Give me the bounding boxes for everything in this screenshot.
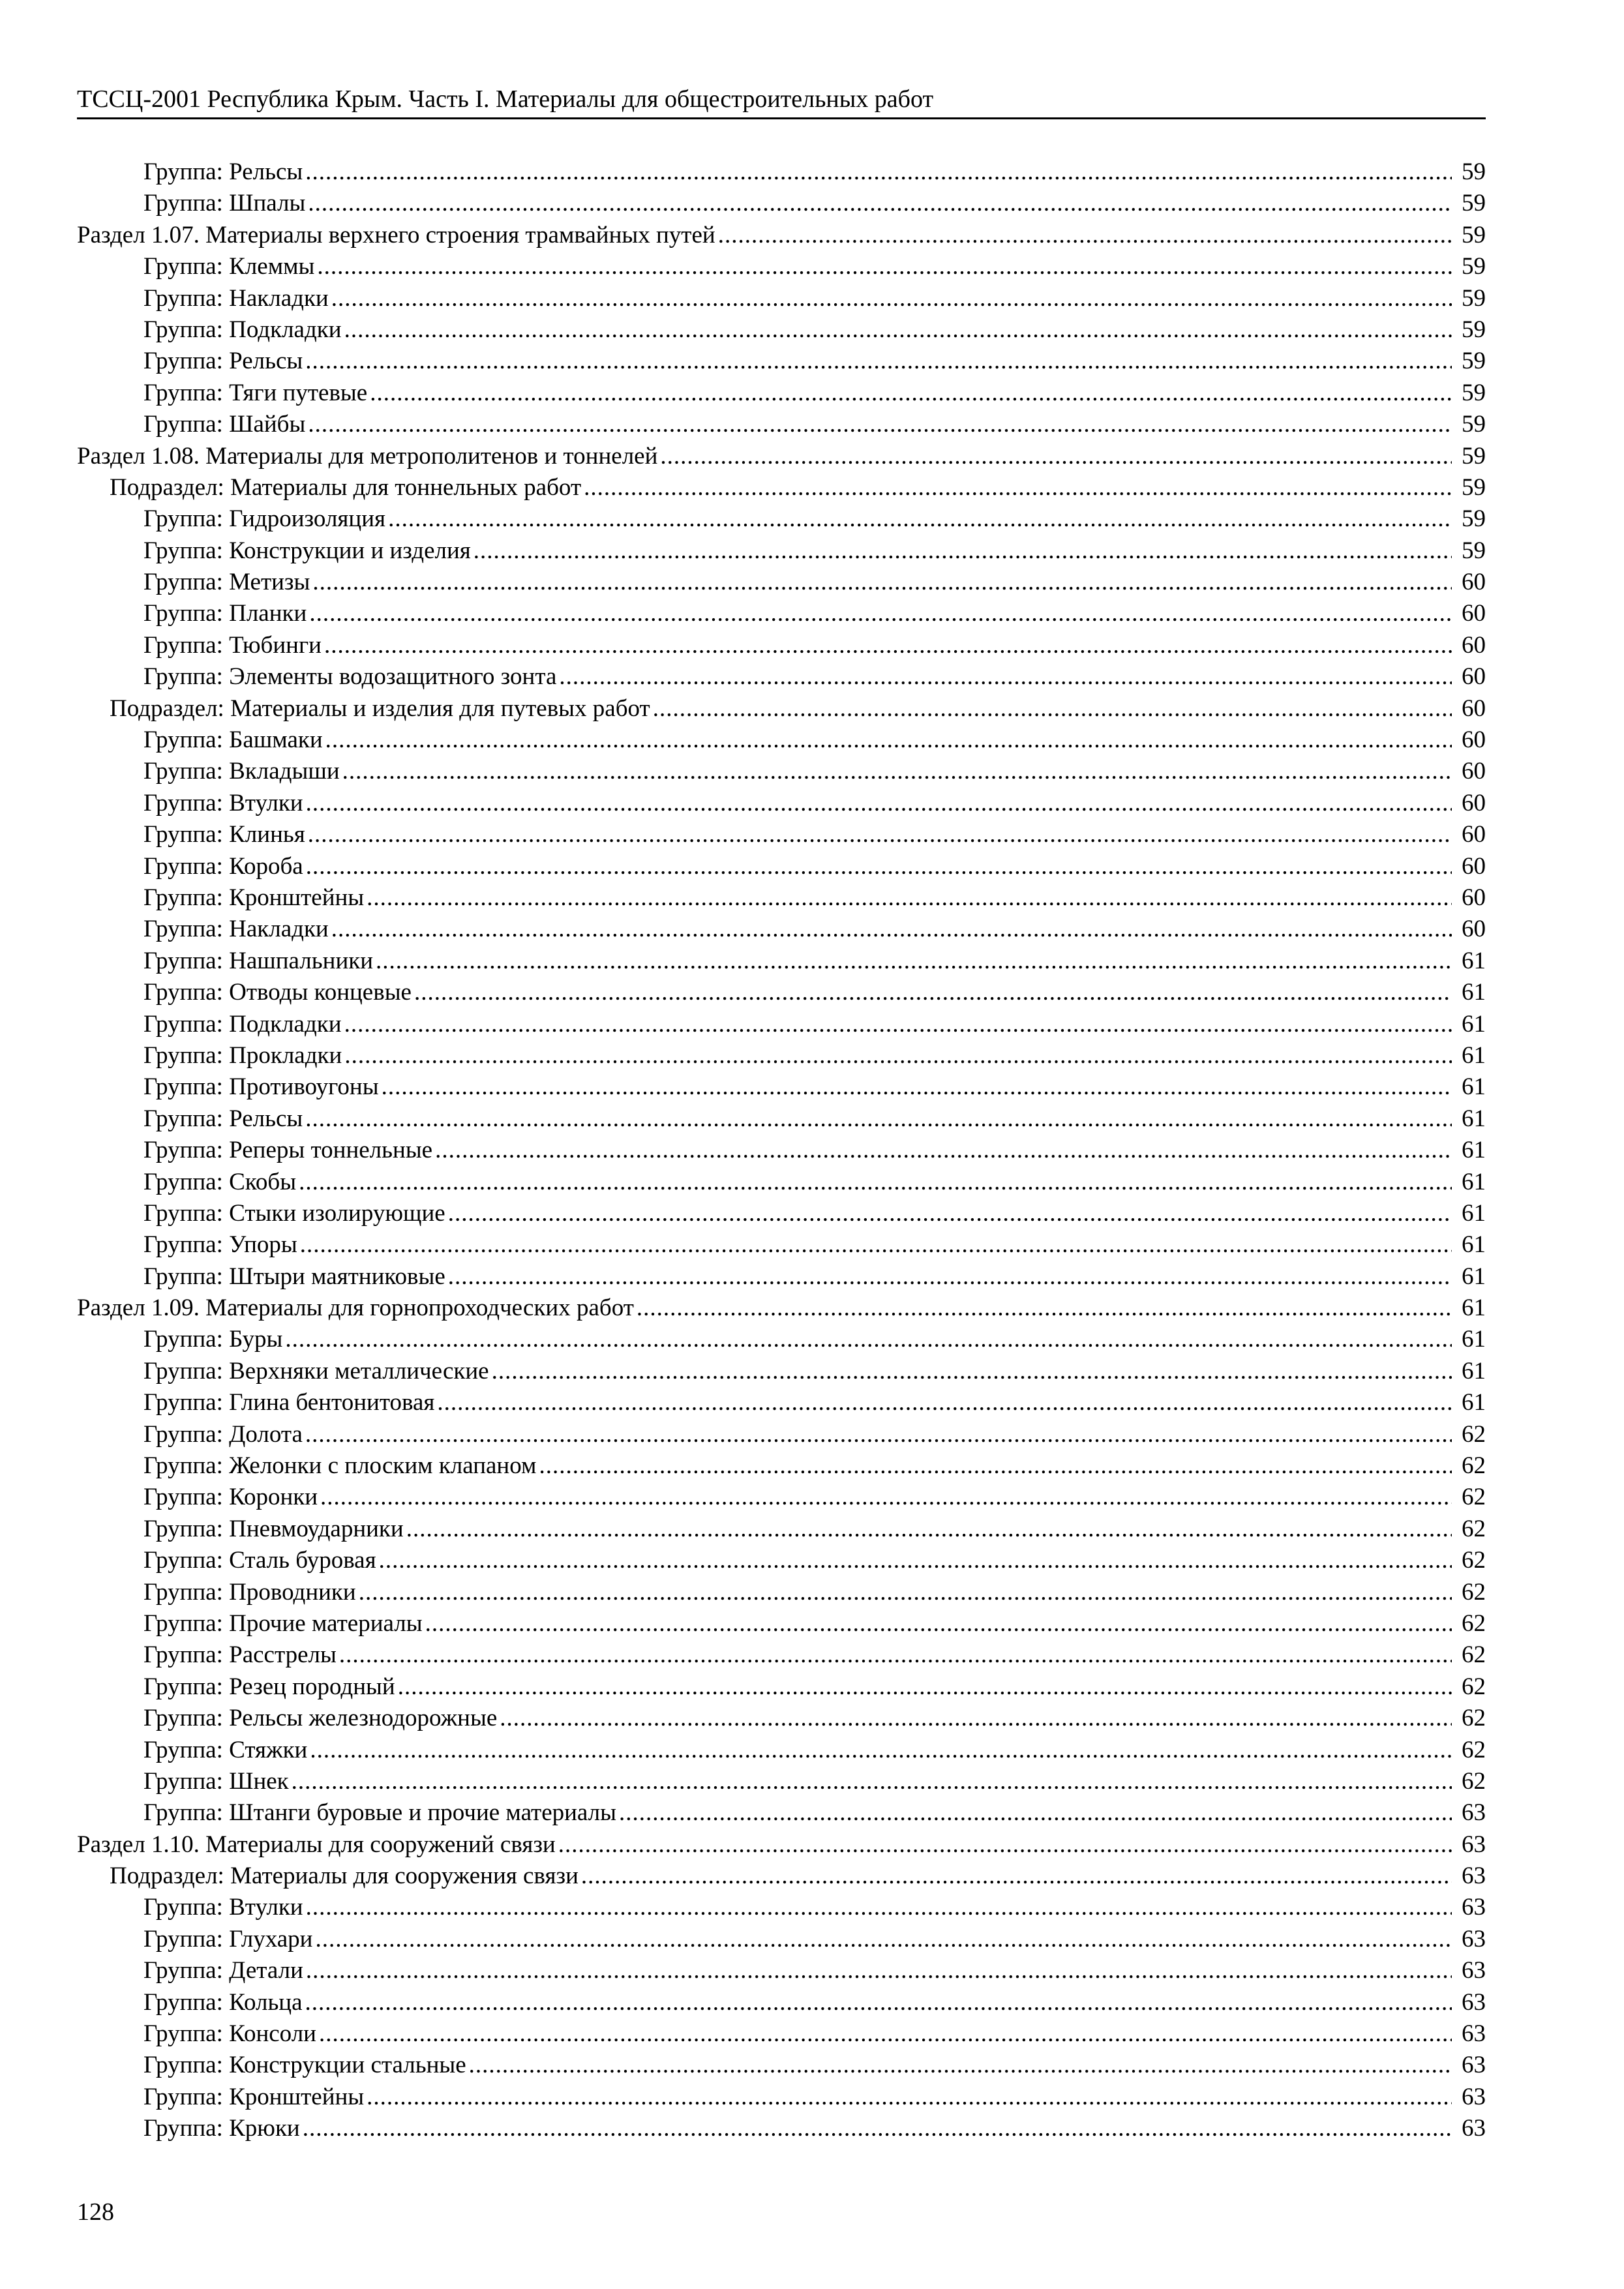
dot-leader <box>559 661 1452 693</box>
toc-entry-group <box>77 1387 1486 1418</box>
toc-entry-label: Группа: Шайбы <box>143 411 306 438</box>
toc-entry-label: Группа: Глухари <box>143 1925 313 1952</box>
toc-entry-label: Группа: Расстрелы <box>143 1641 337 1669</box>
toc-entry-page: 61 <box>1462 1041 1486 1069</box>
toc-entry-group <box>77 1324 1486 1355</box>
header-title: ТССЦ-2001 Республика Крым. Часть I. Материалы для общестроительных работ <box>77 85 934 113</box>
toc-entry-label: Группа: Шнек <box>143 1767 289 1795</box>
toc-entry-group <box>77 598 1486 629</box>
toc-entry-label: Группа: Резец породный <box>143 1673 395 1700</box>
toc-entry-label: Группа: Детали <box>143 1957 303 1984</box>
dot-leader <box>653 693 1452 725</box>
dot-leader <box>718 220 1452 251</box>
dot-leader <box>539 1450 1452 1482</box>
toc-entry-group <box>77 567 1486 598</box>
toc-entry-page: 61 <box>1462 1010 1486 1038</box>
toc-entry-page: 61 <box>1462 1105 1486 1132</box>
dot-leader <box>448 1261 1452 1293</box>
dot-leader <box>406 1514 1452 1545</box>
toc-entry-label: Группа: Коронки <box>143 1484 318 1511</box>
toc-entry-page: 61 <box>1462 1357 1486 1384</box>
toc-entry-page: 61 <box>1462 1199 1486 1227</box>
toc-entry-group <box>77 1545 1486 1576</box>
toc-entry-group <box>77 1639 1486 1671</box>
toc-entry-group <box>77 914 1486 945</box>
dot-leader <box>331 283 1452 314</box>
toc-entry-group <box>77 788 1486 819</box>
toc-entry-page: 59 <box>1462 284 1486 312</box>
toc-entry-group <box>77 1987 1486 2018</box>
toc-entry-group <box>77 346 1486 377</box>
toc-entry-label: Группа: Кронштейны <box>143 2083 365 2110</box>
toc-entry-page: 60 <box>1462 758 1486 785</box>
toc-entry-page: 63 <box>1462 1831 1486 1858</box>
toc-entry-label: Подраздел: Материалы и изделия для путевых работ <box>110 695 650 722</box>
dot-leader <box>305 346 1452 377</box>
toc-entry-group <box>77 2113 1486 2144</box>
toc-entry-page: 63 <box>1462 1894 1486 1921</box>
toc-entry-page: 62 <box>1462 1705 1486 1732</box>
toc-entry-label: Группа: Противоугоны <box>143 1073 379 1101</box>
toc-entry-label: Группа: Вкладыши <box>143 758 340 785</box>
toc-entry-page: 62 <box>1462 1420 1486 1448</box>
toc-entry-label: Подраздел: Материалы для сооружения связи <box>110 1863 579 1890</box>
toc-entry-label: Группа: Сталь буровая <box>143 1547 376 1574</box>
toc-entry-label: Группа: Накладки <box>143 284 329 312</box>
toc-entry-label: Раздел 1.10. Материалы для сооружений связи <box>77 1831 556 1858</box>
toc-entry-page: 63 <box>1462 1863 1486 1890</box>
toc-entry-group <box>77 1577 1486 1608</box>
toc-entry-label: Раздел 1.08. Материалы для метрополитенов и тоннелей <box>77 442 658 470</box>
toc-entry-page: 63 <box>1462 2020 1486 2048</box>
toc-entry-label: Группа: Метизы <box>143 569 310 596</box>
toc-entry-page: 61 <box>1462 1168 1486 1195</box>
toc-entry-page: 60 <box>1462 726 1486 754</box>
toc-entry-page: 62 <box>1462 1547 1486 1574</box>
toc-entry-group <box>77 1608 1486 1639</box>
toc-entry-group <box>77 1482 1486 1513</box>
dot-leader <box>331 914 1452 945</box>
toc-entry-group <box>77 946 1486 977</box>
toc-entry-group <box>77 1766 1486 1797</box>
toc-entry-label: Группа: Стяжки <box>143 1736 308 1763</box>
toc-entry-label: Группа: Башмаки <box>143 726 323 754</box>
toc-entry-page: 62 <box>1462 1767 1486 1795</box>
toc-entry-group <box>77 378 1486 409</box>
toc-entry-group <box>77 157 1486 188</box>
toc-entry-page: 59 <box>1462 537 1486 564</box>
toc-entry-group <box>77 283 1486 314</box>
dot-leader <box>285 1324 1452 1355</box>
toc-entry-label: Группа: Клеммы <box>143 253 315 280</box>
toc-entry-label: Группа: Втулки <box>143 1894 303 1921</box>
toc-entry-label: Группа: Накладки <box>143 916 329 943</box>
dot-leader <box>344 1009 1452 1040</box>
toc-entry-group <box>77 630 1486 661</box>
toc-entry-group <box>77 1356 1486 1387</box>
toc-entry-group <box>77 882 1486 914</box>
toc-entry-page: 60 <box>1462 569 1486 596</box>
dot-leader <box>300 1229 1452 1261</box>
dot-leader <box>308 409 1452 440</box>
toc-entry-label: Группа: Нашпальники <box>143 947 374 974</box>
toc-entry-label: Группа: Рельсы железнодорожные <box>143 1705 498 1732</box>
dot-leader <box>469 2050 1452 2081</box>
toc-entry-label: Группа: Штыри маятниковые <box>143 1263 445 1290</box>
toc-entry-group <box>77 535 1486 567</box>
dot-leader <box>306 788 1452 819</box>
toc-entry-label: Группа: Желонки с плоским клапаном <box>143 1452 537 1480</box>
dot-leader <box>339 1639 1452 1671</box>
toc-entry-group <box>77 1261 1486 1293</box>
toc-entry-page: 59 <box>1462 379 1486 406</box>
toc-entry-page: 63 <box>1462 1799 1486 1827</box>
toc-entry-label: Группа: Короба <box>143 852 303 880</box>
dot-leader <box>492 1356 1452 1387</box>
toc-entry-label: Группа: Реперы тоннельные <box>143 1137 433 1164</box>
toc-entry-group <box>77 977 1486 1008</box>
dot-leader <box>319 2018 1452 2050</box>
toc-entry-group <box>77 1167 1486 1198</box>
toc-entry-group <box>77 1924 1486 1955</box>
toc-entry-label: Группа: Прочие материалы <box>143 1609 423 1637</box>
toc-entry-page: 60 <box>1462 631 1486 659</box>
toc-entry-group <box>77 1450 1486 1482</box>
toc-entry-group <box>77 661 1486 693</box>
dot-leader <box>292 1766 1452 1797</box>
toc-entry-label: Группа: Отводы концевые <box>143 979 412 1006</box>
toc-entry-label: Группа: Глина бентонитовая <box>143 1389 435 1416</box>
toc-entry-group <box>77 2018 1486 2050</box>
dot-leader <box>379 1545 1452 1576</box>
toc-entry-group <box>77 819 1486 850</box>
toc-entry-label: Раздел 1.07. Материалы верхнего строения трамвайных путей <box>77 221 715 248</box>
toc-entry-label: Группа: Скобы <box>143 1168 297 1195</box>
toc-entry-page: 62 <box>1462 1484 1486 1511</box>
toc-entry-label: Группа: Кольца <box>143 1988 303 2016</box>
dot-leader <box>325 725 1452 756</box>
table-of-contents <box>77 157 1486 2145</box>
dot-leader <box>299 1167 1452 1198</box>
toc-entry-page: 60 <box>1462 789 1486 816</box>
toc-entry-page: 59 <box>1462 158 1486 185</box>
toc-entry-label: Раздел 1.09. Материалы для горнопроходческих работ <box>77 1294 634 1322</box>
toc-entry-page: 61 <box>1462 1326 1486 1353</box>
toc-entry-group <box>77 1198 1486 1229</box>
dot-leader <box>310 1735 1452 1766</box>
toc-entry-group <box>77 409 1486 440</box>
dot-leader <box>359 1577 1452 1608</box>
toc-entry-label: Группа: Упоры <box>143 1231 297 1259</box>
toc-entry-label: Группа: Пневмоударники <box>143 1515 404 1542</box>
toc-entry-group <box>77 1040 1486 1071</box>
toc-entry-label: Группа: Рельсы <box>143 348 303 375</box>
dot-leader <box>581 1861 1452 1892</box>
toc-entry-label: Подраздел: Материалы для тоннельных работ <box>110 473 582 501</box>
dot-leader <box>388 503 1452 535</box>
running-header <box>77 83 1486 119</box>
toc-entry-group <box>77 851 1486 882</box>
dot-leader <box>474 535 1452 567</box>
toc-entry-label: Группа: Подкладки <box>143 1010 342 1038</box>
toc-entry-page: 61 <box>1462 979 1486 1006</box>
toc-entry-label: Группа: Конструкции и изделия <box>143 537 471 564</box>
toc-entry-page: 63 <box>1462 2115 1486 2142</box>
toc-entry-page: 61 <box>1462 1294 1486 1322</box>
toc-entry-group <box>77 1671 1486 1703</box>
dot-leader <box>306 1892 1452 1923</box>
toc-entry-page: 62 <box>1462 1515 1486 1542</box>
toc-entry-page: 63 <box>1462 2083 1486 2110</box>
toc-entry-label: Группа: Втулки <box>143 789 303 816</box>
dot-leader <box>306 851 1452 882</box>
toc-entry-page: 63 <box>1462 2052 1486 2079</box>
toc-entry-label: Группа: Клинья <box>143 821 305 848</box>
toc-entry-page: 59 <box>1462 316 1486 343</box>
toc-entry-label: Группа: Кронштейны <box>143 884 365 911</box>
dot-leader <box>414 977 1452 1008</box>
toc-entry-label: Группа: Шпалы <box>143 190 306 217</box>
toc-entry-label: Группа: Прокладки <box>143 1041 342 1069</box>
dot-leader <box>637 1293 1452 1324</box>
dot-leader <box>558 1829 1452 1861</box>
dot-leader <box>308 188 1452 219</box>
toc-entry-section <box>77 220 1486 251</box>
dot-leader <box>315 1924 1452 1955</box>
toc-entry-section <box>77 441 1486 472</box>
toc-entry-group <box>77 1009 1486 1040</box>
dot-leader <box>312 567 1452 598</box>
toc-entry-page: 60 <box>1462 663 1486 691</box>
toc-entry-page: 60 <box>1462 916 1486 943</box>
toc-entry-label: Группа: Планки <box>143 600 307 627</box>
dot-leader <box>308 819 1452 850</box>
dot-leader <box>305 1103 1452 1135</box>
toc-entry-label: Группа: Стыки изолирующие <box>143 1199 445 1227</box>
toc-entry-group <box>77 314 1486 346</box>
toc-entry-group <box>77 1797 1486 1829</box>
toc-entry-label: Группа: Долота <box>143 1420 303 1448</box>
toc-entry-page: 59 <box>1462 348 1486 375</box>
toc-entry-page: 61 <box>1462 1263 1486 1290</box>
dot-leader <box>425 1608 1452 1639</box>
toc-entry-label: Группа: Рельсы <box>143 1105 303 1132</box>
toc-entry-page: 63 <box>1462 1988 1486 2016</box>
toc-entry-group <box>77 1071 1486 1103</box>
dot-leader <box>660 441 1452 472</box>
toc-entry-page: 59 <box>1462 411 1486 438</box>
dot-leader <box>317 251 1452 282</box>
toc-entry-section <box>77 1293 1486 1324</box>
dot-leader <box>500 1703 1452 1734</box>
toc-entry-group <box>77 1229 1486 1261</box>
toc-entry-label: Группа: Тюбинги <box>143 631 322 659</box>
toc-entry-page: 60 <box>1462 821 1486 848</box>
toc-entry-group <box>77 1892 1486 1923</box>
toc-entry-page: 59 <box>1462 505 1486 533</box>
toc-entry-page: 61 <box>1462 1073 1486 1101</box>
dot-leader <box>303 2113 1452 2144</box>
toc-entry-page: 62 <box>1462 1609 1486 1637</box>
toc-entry-label: Группа: Верхняки металлические <box>143 1357 489 1384</box>
toc-entry-group <box>77 1103 1486 1135</box>
toc-entry-page: 59 <box>1462 190 1486 217</box>
toc-entry-page: 62 <box>1462 1578 1486 1606</box>
toc-entry-page: 61 <box>1462 1231 1486 1259</box>
toc-entry-group <box>77 725 1486 756</box>
toc-entry-label: Группа: Буры <box>143 1326 283 1353</box>
dot-leader <box>435 1135 1452 1166</box>
toc-entry-page: 61 <box>1462 1389 1486 1416</box>
dot-leader <box>367 882 1452 914</box>
toc-entry-page: 60 <box>1462 884 1486 911</box>
toc-entry-label: Группа: Консоли <box>143 2020 316 2048</box>
toc-entry-group <box>77 1955 1486 1986</box>
dot-leader <box>448 1198 1452 1229</box>
toc-entry-page: 60 <box>1462 695 1486 722</box>
page-number: 128 <box>77 2198 114 2226</box>
dot-leader <box>370 378 1452 409</box>
toc-entry-page: 61 <box>1462 947 1486 974</box>
dot-leader <box>342 756 1452 787</box>
toc-entry-label: Группа: Конструкции стальные <box>143 2052 466 2079</box>
toc-entry-label: Группа: Тяги путевые <box>143 379 368 406</box>
toc-entry-group <box>77 1735 1486 1766</box>
dot-leader <box>306 1955 1452 1986</box>
toc-entry-subsection <box>77 1861 1486 1892</box>
dot-leader <box>437 1387 1452 1418</box>
dot-leader <box>324 630 1452 661</box>
toc-entry-label: Группа: Проводники <box>143 1578 356 1606</box>
toc-entry-label: Группа: Крюки <box>143 2115 300 2142</box>
toc-entry-group <box>77 251 1486 282</box>
toc-entry-page: 60 <box>1462 600 1486 627</box>
dot-leader <box>305 1419 1452 1450</box>
toc-entry-page: 63 <box>1462 1925 1486 1952</box>
dot-leader <box>309 598 1452 629</box>
dot-leader <box>320 1482 1452 1513</box>
toc-entry-page: 62 <box>1462 1673 1486 1700</box>
dot-leader <box>382 1071 1452 1103</box>
dot-leader <box>619 1797 1452 1829</box>
dot-leader <box>398 1671 1452 1703</box>
toc-entry-page: 59 <box>1462 442 1486 470</box>
toc-entry-label: Группа: Гидроизоляция <box>143 505 386 533</box>
dot-leader <box>305 157 1452 188</box>
toc-entry-group <box>77 2050 1486 2081</box>
dot-leader <box>344 314 1452 346</box>
toc-entry-subsection <box>77 693 1486 725</box>
toc-entry-label: Группа: Подкладки <box>143 316 342 343</box>
toc-entry-page: 59 <box>1462 473 1486 501</box>
toc-entry-page: 59 <box>1462 253 1486 280</box>
toc-entry-section <box>77 1829 1486 1861</box>
toc-entry-group <box>77 188 1486 219</box>
toc-entry-page: 60 <box>1462 852 1486 880</box>
toc-entry-page: 63 <box>1462 1957 1486 1984</box>
toc-entry-label: Группа: Штанги буровые и прочие материалы <box>143 1799 617 1827</box>
toc-entry-group <box>77 756 1486 787</box>
toc-entry-subsection <box>77 472 1486 503</box>
toc-entry-group <box>77 1514 1486 1545</box>
toc-entry-page: 61 <box>1462 1137 1486 1164</box>
toc-entry-page: 62 <box>1462 1452 1486 1480</box>
toc-entry-page: 62 <box>1462 1641 1486 1669</box>
toc-entry-label: Группа: Рельсы <box>143 158 303 185</box>
toc-entry-group <box>77 1419 1486 1450</box>
toc-entry-group <box>77 1703 1486 1734</box>
toc-entry-page: 62 <box>1462 1736 1486 1763</box>
dot-leader <box>584 472 1452 503</box>
toc-entry-group <box>77 2082 1486 2113</box>
toc-entry-group <box>77 1135 1486 1166</box>
dot-leader <box>344 1040 1452 1071</box>
dot-leader <box>367 2082 1452 2113</box>
dot-leader <box>376 946 1452 977</box>
toc-entry-page: 59 <box>1462 221 1486 248</box>
toc-entry-label: Группа: Элементы водозащитного зонта <box>143 663 557 691</box>
toc-entry-group <box>77 503 1486 535</box>
dot-leader <box>305 1987 1452 2018</box>
